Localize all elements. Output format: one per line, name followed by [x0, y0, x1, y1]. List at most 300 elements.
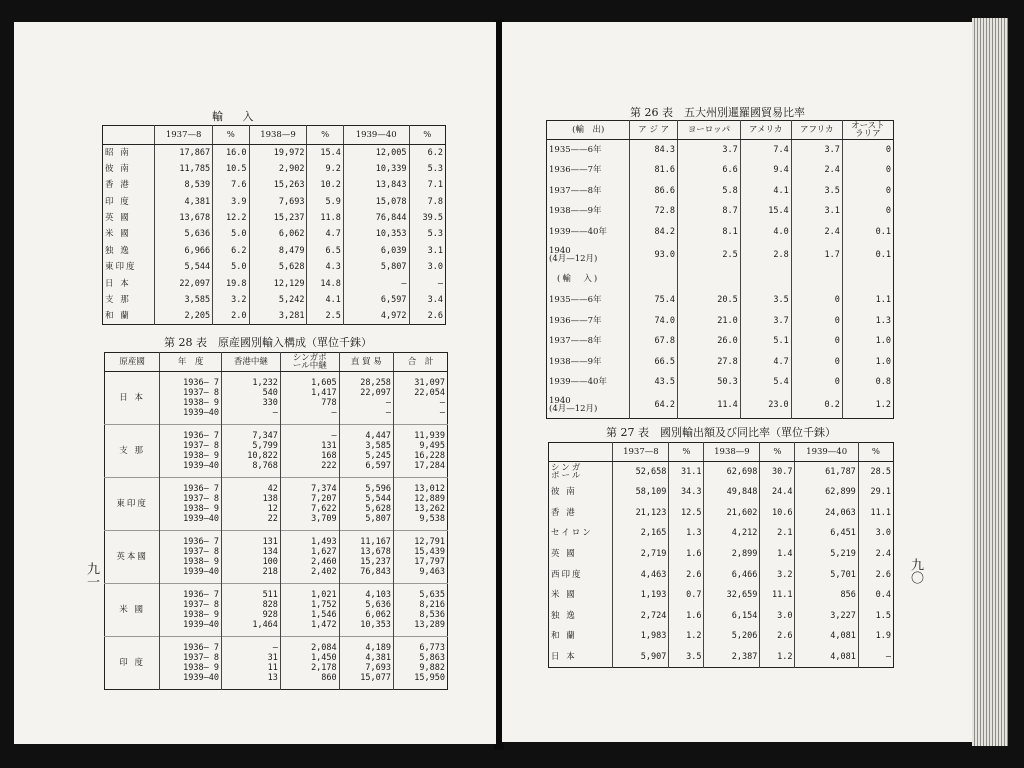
t28-total-stack — [396, 378, 445, 419]
t28-header-0: 原産國 — [105, 353, 160, 372]
table27-title: 第 27 表 國別輸出額及び同比率（單位千銖） — [606, 426, 836, 439]
t28-header-3: シンガポ ール中継 — [280, 353, 339, 372]
import-cell: — — [409, 276, 445, 292]
t26-import-cell: 1.2 — [842, 393, 893, 419]
t28-hk-value: — — [272, 642, 278, 653]
t28-total-value: 6,773 — [419, 642, 445, 653]
t28-direct-value: 4,447 — [365, 430, 391, 441]
t28-hk-value: 131 — [262, 536, 278, 547]
import-row — [103, 276, 446, 292]
t28-years-cell — [160, 425, 222, 478]
t28-years-cell — [160, 584, 222, 637]
t28-direct-value: 7,693 — [365, 663, 391, 673]
t28-sg-stack — [283, 431, 337, 472]
t26-import-cell: 0 — [791, 331, 842, 352]
t27-row — [549, 606, 894, 627]
t28-sg-stack — [283, 590, 337, 631]
import-cell: 76,844 — [343, 210, 409, 226]
t28-sg-value: 1,546 — [311, 610, 337, 620]
t28-total-stack — [396, 537, 445, 578]
t27-cell: 2,719 — [613, 544, 669, 565]
import-cell: 8,479 — [249, 243, 307, 259]
t28-hk-value: 134 — [262, 546, 278, 557]
t28-group-row — [105, 425, 448, 478]
import-cell: 13,678 — [155, 210, 213, 226]
t28-total-value: 16,228 — [414, 451, 445, 461]
t28-years-value: 1939—40 — [183, 408, 219, 419]
t26-export-cell: 1940 (4月—12月) — [549, 245, 598, 264]
t28-direct-value: 13,678 — [360, 546, 391, 557]
t28-years-value: 1938— 9 — [183, 451, 219, 461]
t27-cell: 5,907 — [613, 647, 669, 668]
t28-years-value: 1938— 9 — [183, 610, 219, 620]
t27-row — [549, 523, 894, 544]
t28-direct-value: 5,544 — [365, 493, 391, 504]
t26-export-cell: 86.6 — [630, 181, 678, 202]
t28-years-cell — [160, 372, 222, 425]
import-cell: 3,585 — [155, 292, 213, 308]
import-cell: 5,242 — [249, 292, 307, 308]
t27-row — [549, 585, 894, 606]
t26-header-1: ア ジ ア — [630, 121, 678, 140]
table28 — [104, 352, 448, 690]
t28-total-cell — [393, 425, 447, 478]
t28-total-value: 5,635 — [419, 589, 445, 600]
import-cell: 英 國 — [105, 213, 131, 223]
import-cell: 15,237 — [249, 210, 307, 226]
t26-import-cell: 5.1 — [740, 331, 791, 352]
t27-cell: 2.1 — [760, 523, 795, 544]
import-row — [103, 177, 446, 193]
import-cell: 5,807 — [343, 259, 409, 275]
t27-cell: 34.3 — [669, 482, 704, 503]
import-cell: 6,062 — [249, 226, 307, 242]
t27-cell: 4,081 — [795, 626, 858, 647]
t27-cell: 52,658 — [613, 462, 669, 483]
t27-cell: 1.6 — [669, 544, 704, 565]
import-cell: 11,785 — [155, 161, 213, 177]
t28-direct-value: 11,167 — [360, 536, 391, 547]
t28-hk-value: 1,464 — [252, 620, 278, 631]
t27-cell: 0.4 — [858, 585, 893, 606]
t26-export-row — [547, 181, 894, 202]
import-cell: 和 蘭 — [105, 311, 131, 322]
t28-direct-stack — [342, 484, 391, 525]
t28-direct-value: 5,628 — [365, 504, 391, 514]
t28-header-1: 年 度 — [160, 353, 222, 372]
t28-hk-value: 22 — [267, 514, 278, 525]
t26-import-cell: 50.3 — [678, 372, 741, 393]
t28-direct-stack — [342, 378, 391, 419]
t28-hk-value: — — [272, 408, 278, 419]
t26-import-cell: 67.8 — [630, 331, 678, 352]
t28-hk-value: 13 — [267, 673, 278, 684]
t26-export-cell: 0.1 — [842, 242, 893, 268]
t28-sg-value: 1,450 — [311, 652, 337, 663]
import-header-3: 1938—9 — [249, 126, 307, 145]
t28-sg-value: 3,709 — [311, 514, 337, 525]
t28-group-row — [105, 531, 448, 584]
t28-years-value: 1937— 8 — [183, 652, 219, 663]
t26-import-cell: 4.7 — [740, 352, 791, 373]
t27-header-1: 1937—8 — [613, 443, 669, 462]
t26-import-cell: 26.0 — [678, 331, 741, 352]
t27-row — [549, 626, 894, 647]
import-cell: 4,972 — [343, 308, 409, 324]
t28-years-value: 1937— 8 — [183, 493, 219, 504]
t28-total-stack — [396, 590, 445, 631]
table26 — [546, 120, 894, 419]
t26-import-cell: 74.0 — [630, 311, 678, 332]
import-cell: 2,205 — [155, 308, 213, 324]
t27-cell: 12.5 — [669, 503, 704, 524]
table27 — [548, 442, 894, 668]
t26-export-cell: 8.1 — [678, 222, 741, 243]
import-cell: 12.2 — [213, 210, 249, 226]
t27-header-6: % — [858, 443, 893, 462]
import-cell: 19.8 — [213, 276, 249, 292]
t28-hk-value: 1,232 — [252, 377, 278, 388]
t26-import-cell: 3.5 — [740, 290, 791, 311]
t28-total-value: 15,439 — [414, 546, 445, 557]
page-number-right: 九〇 — [908, 558, 923, 584]
t28-direct-value: 76,843 — [360, 567, 391, 578]
import-row — [103, 292, 446, 308]
t28-hk-value: 928 — [262, 610, 278, 620]
t26-import-row — [547, 393, 894, 419]
t28-direct-value: 5,596 — [365, 483, 391, 494]
t26-export-cell: 0 — [842, 140, 893, 161]
t26-export-cell: 1935——6年 — [549, 144, 602, 155]
t26-import-cell: 0 — [791, 311, 842, 332]
import-cell: 独 逸 — [105, 245, 131, 256]
import-header-5: 1939—40 — [343, 126, 409, 145]
t26-export-row — [547, 160, 894, 181]
t28-total-stack — [396, 431, 445, 472]
t28-sg-value: 1,627 — [311, 546, 337, 557]
t28-years-value: 1937— 8 — [183, 599, 219, 610]
t28-direct-value: 5,636 — [365, 599, 391, 610]
t26-import-cell: 3.7 — [740, 311, 791, 332]
t28-total-value: 13,262 — [414, 504, 445, 514]
t27-cell: 5,219 — [795, 544, 858, 565]
t27-cell: 2.6 — [669, 564, 704, 585]
t28-sg-cell — [280, 584, 339, 637]
import-row — [103, 259, 446, 275]
t26-import-row — [547, 331, 894, 352]
t26-import-cell: 23.0 — [740, 393, 791, 419]
t26-header-5: オースト ラリア — [842, 121, 893, 140]
t27-cell: 米 國 — [551, 590, 577, 601]
t26-export-cell: 2.4 — [791, 160, 842, 181]
t27-cell: 香 港 — [551, 507, 577, 518]
t27-row — [549, 564, 894, 585]
import-cell: 12,129 — [249, 276, 307, 292]
import-cell: 6.2 — [409, 145, 445, 161]
t26-export-cell: 3.7 — [791, 140, 842, 161]
import-cell: 彼 南 — [105, 163, 131, 174]
t26-import-cell: 1.0 — [842, 352, 893, 373]
import-cell: 2.6 — [409, 308, 445, 324]
t27-cell: 4,463 — [613, 564, 669, 585]
t27-cell: 5,206 — [704, 626, 760, 647]
import-cell: 15,263 — [249, 177, 307, 193]
t28-sg-value: 7,374 — [311, 483, 337, 494]
t28-hk-value: 12 — [267, 504, 278, 514]
t28-sg-value: 1,472 — [311, 620, 337, 631]
t28-sg-value: 7,622 — [311, 504, 337, 514]
import-cell: 7.1 — [409, 177, 445, 193]
t28-years-stack — [162, 484, 219, 525]
import-row — [103, 210, 446, 226]
t28-sg-value: 222 — [321, 461, 337, 472]
t28-hk-value: 5,799 — [252, 440, 278, 451]
import-cell: 19,972 — [249, 145, 307, 161]
t26-import-label-row — [547, 268, 894, 290]
t28-direct-stack — [342, 431, 391, 472]
import-cell: 3.4 — [409, 292, 445, 308]
t28-direct-cell — [339, 372, 393, 425]
t28-total-value: 11,939 — [414, 430, 445, 441]
import-cell: 2,902 — [249, 161, 307, 177]
t28-sg-cell — [280, 372, 339, 425]
t27-cell: 1.2 — [760, 647, 795, 668]
t26-export-cell: 0.1 — [842, 222, 893, 243]
t28-hk-value: 11 — [267, 663, 278, 673]
t28-direct-value: 5,807 — [365, 514, 391, 525]
t26-export-cell: 2.8 — [740, 242, 791, 268]
import-cell: 7.6 — [213, 177, 249, 193]
import-cell: 4.3 — [307, 259, 343, 275]
t28-header-4: 直 貿 易 — [339, 353, 393, 372]
t27-cell: 1.6 — [669, 606, 704, 627]
import-cell: 4.1 — [307, 292, 343, 308]
t26-import-cell: 66.5 — [630, 352, 678, 373]
import-cell: 5.3 — [409, 226, 445, 242]
t28-years-value: 1938— 9 — [183, 398, 219, 408]
t28-sg-stack — [283, 378, 337, 419]
t26-export-cell: 81.6 — [630, 160, 678, 181]
t26-export-cell: 2.4 — [791, 222, 842, 243]
t26-export-cell: 4.1 — [740, 181, 791, 202]
t27-cell: 3.0 — [858, 523, 893, 544]
t26-import-cell: 11.4 — [678, 393, 741, 419]
t26-export-cell: 0 — [842, 160, 893, 181]
t27-cell: 1.3 — [669, 523, 704, 544]
t26-empty-cell — [678, 268, 741, 290]
t28-sg-cell — [280, 425, 339, 478]
t26-export-cell: 84.2 — [630, 222, 678, 243]
import-cell: 香 港 — [105, 180, 131, 191]
t26-import-cell: 0.2 — [791, 393, 842, 419]
t28-years-value: 1936— 7 — [183, 589, 219, 600]
book-page-edges — [972, 18, 1008, 746]
t26-empty-cell — [842, 268, 893, 290]
t28-direct-value: 4,381 — [365, 652, 391, 663]
t28-total-cell — [393, 372, 447, 425]
t28-hk-cell — [221, 425, 280, 478]
t28-hk-value: 511 — [262, 589, 278, 600]
import-row — [103, 194, 446, 210]
t28-direct-value: 4,103 — [365, 589, 391, 600]
t27-cell: 31.1 — [669, 462, 704, 483]
t28-sg-value: 1,021 — [311, 589, 337, 600]
t28-hk-stack — [224, 484, 278, 525]
t28-hk-value: 218 — [262, 567, 278, 578]
import-cell: 3.1 — [409, 243, 445, 259]
t26-export-cell: 72.8 — [630, 201, 678, 222]
t27-cell: 2,899 — [704, 544, 760, 565]
import-row — [103, 226, 446, 242]
t28-years-stack — [162, 537, 219, 578]
import-cell: 5,628 — [249, 259, 307, 275]
t27-cell: 2,724 — [613, 606, 669, 627]
t28-hk-cell — [221, 637, 280, 690]
t27-cell: 1.4 — [760, 544, 795, 565]
import-header-1: 1937—8 — [155, 126, 213, 145]
t28-total-cell — [393, 637, 447, 690]
t26-import-cell: 27.8 — [678, 352, 741, 373]
t27-cell: 6,466 — [704, 564, 760, 585]
t27-cell: 彼 南 — [551, 487, 577, 498]
t26-export-cell: 1936——7年 — [549, 165, 602, 175]
t26-header-2: ヨーロッパ — [678, 121, 741, 140]
t28-group-row — [105, 584, 448, 637]
t27-cell: 1.9 — [858, 626, 893, 647]
t28-hk-value: 31 — [267, 652, 278, 663]
t28-total-cell — [393, 584, 447, 637]
t28-hk-value: 138 — [262, 493, 278, 504]
t28-total-value: 22,054 — [414, 387, 445, 398]
t28-total-stack — [396, 643, 445, 684]
t26-export-cell: 1938——9年 — [549, 206, 602, 216]
t28-hk-cell — [221, 584, 280, 637]
t26-export-row — [547, 201, 894, 222]
import-cell: 昭 南 — [105, 147, 131, 158]
t26-import-row — [547, 290, 894, 311]
t27-cell: 4,081 — [795, 647, 858, 668]
t28-hk-value: 10,822 — [247, 451, 278, 461]
import-cell: 6,039 — [343, 243, 409, 259]
t27-cell: 24.4 — [760, 482, 795, 503]
t28-sg-value: 860 — [321, 673, 337, 684]
t26-export-cell: 7.4 — [740, 140, 791, 161]
t28-direct-value: 6,597 — [365, 461, 391, 472]
t27-cell: 4,212 — [704, 523, 760, 544]
import-cell: 5,544 — [155, 259, 213, 275]
import-cell: 39.5 — [409, 210, 445, 226]
t28-country: 米 國 — [105, 584, 160, 637]
t28-total-value: 15,950 — [414, 673, 445, 684]
t26-import-row — [547, 352, 894, 373]
t28-sg-cell — [280, 637, 339, 690]
t28-years-value: 1939—40 — [183, 673, 219, 684]
t27-cell: 2,165 — [613, 523, 669, 544]
t28-sg-cell — [280, 478, 339, 531]
t27-cell: シンガ ポール — [551, 462, 583, 482]
t26-export-cell: 93.0 — [630, 242, 678, 268]
t27-header-0 — [549, 443, 613, 462]
import-cell: 米 國 — [105, 229, 131, 240]
t28-direct-cell — [339, 531, 393, 584]
t27-cell: 58,109 — [613, 482, 669, 503]
t28-hk-value: 7,347 — [252, 430, 278, 441]
import-table-title: 輸 入 — [212, 110, 262, 123]
t28-direct-value: — — [385, 408, 391, 419]
t28-sg-value: 2,084 — [311, 642, 337, 653]
import-cell: 5.9 — [307, 194, 343, 210]
t28-direct-cell — [339, 637, 393, 690]
t28-years-stack — [162, 590, 219, 631]
t26-import-cell: 1940 (4月—12月) — [549, 395, 598, 415]
t28-group-row — [105, 478, 448, 531]
import-header-6: % — [409, 126, 445, 145]
t28-hk-cell — [221, 478, 280, 531]
t28-years-stack — [162, 643, 219, 684]
t28-sg-value: 778 — [321, 398, 337, 408]
t27-row — [549, 462, 894, 483]
t27-cell: 3.5 — [669, 647, 704, 668]
t26-export-cell: 1939——40年 — [549, 226, 607, 237]
t26-import-cell: 0 — [791, 290, 842, 311]
t28-total-value: 17,797 — [414, 557, 445, 567]
t28-sg-value: 1,417 — [311, 387, 337, 398]
t28-sg-value: — — [331, 430, 337, 441]
t28-total-value: 12,889 — [414, 493, 445, 504]
t28-hk-value: 540 — [262, 387, 278, 398]
import-cell: 11.8 — [307, 210, 343, 226]
t28-years-value: 1936— 7 — [183, 642, 219, 653]
t26-export-cell: 1.7 — [791, 242, 842, 268]
t28-direct-stack — [342, 590, 391, 631]
t26-import-cell: 0 — [791, 352, 842, 373]
t28-sg-value: 2,460 — [311, 557, 337, 567]
t27-cell: 英 國 — [551, 548, 577, 559]
t28-direct-stack — [342, 643, 391, 684]
t28-hk-cell — [221, 372, 280, 425]
t27-cell: 2.4 — [858, 544, 893, 565]
t28-country: 東印度 — [105, 478, 160, 531]
t27-cell: 6,451 — [795, 523, 858, 544]
t26-import-cell: 0 — [791, 372, 842, 393]
import-cell: 10,339 — [343, 161, 409, 177]
t26-export-cell: 6.6 — [678, 160, 741, 181]
t26-export-row — [547, 242, 894, 268]
t28-hk-stack — [224, 431, 278, 472]
table26-title: 第 26 表 五大州別暹羅國貿易比率 — [630, 106, 805, 119]
t28-total-value: 13,289 — [414, 620, 445, 631]
import-cell: 17,867 — [155, 145, 213, 161]
import-cell: 5.0 — [213, 259, 249, 275]
t28-sg-value: 1,605 — [311, 377, 337, 388]
t28-years-stack — [162, 378, 219, 419]
t28-years-value: 1936— 7 — [183, 483, 219, 494]
t27-row — [549, 482, 894, 503]
t26-import-cell: 20.5 — [678, 290, 741, 311]
import-cell: 4,381 — [155, 194, 213, 210]
t27-cell: 2.6 — [858, 564, 893, 585]
t28-sg-value: 131 — [321, 440, 337, 451]
import-cell: 6.5 — [307, 243, 343, 259]
t28-years-value: 1937— 8 — [183, 387, 219, 398]
t27-cell: 6,154 — [704, 606, 760, 627]
import-cell: 12,005 — [343, 145, 409, 161]
t27-cell: 856 — [795, 585, 858, 606]
import-cell: 13,843 — [343, 177, 409, 193]
t26-import-cell: 1.1 — [842, 290, 893, 311]
t28-years-cell — [160, 531, 222, 584]
t26-empty-cell — [740, 268, 791, 290]
